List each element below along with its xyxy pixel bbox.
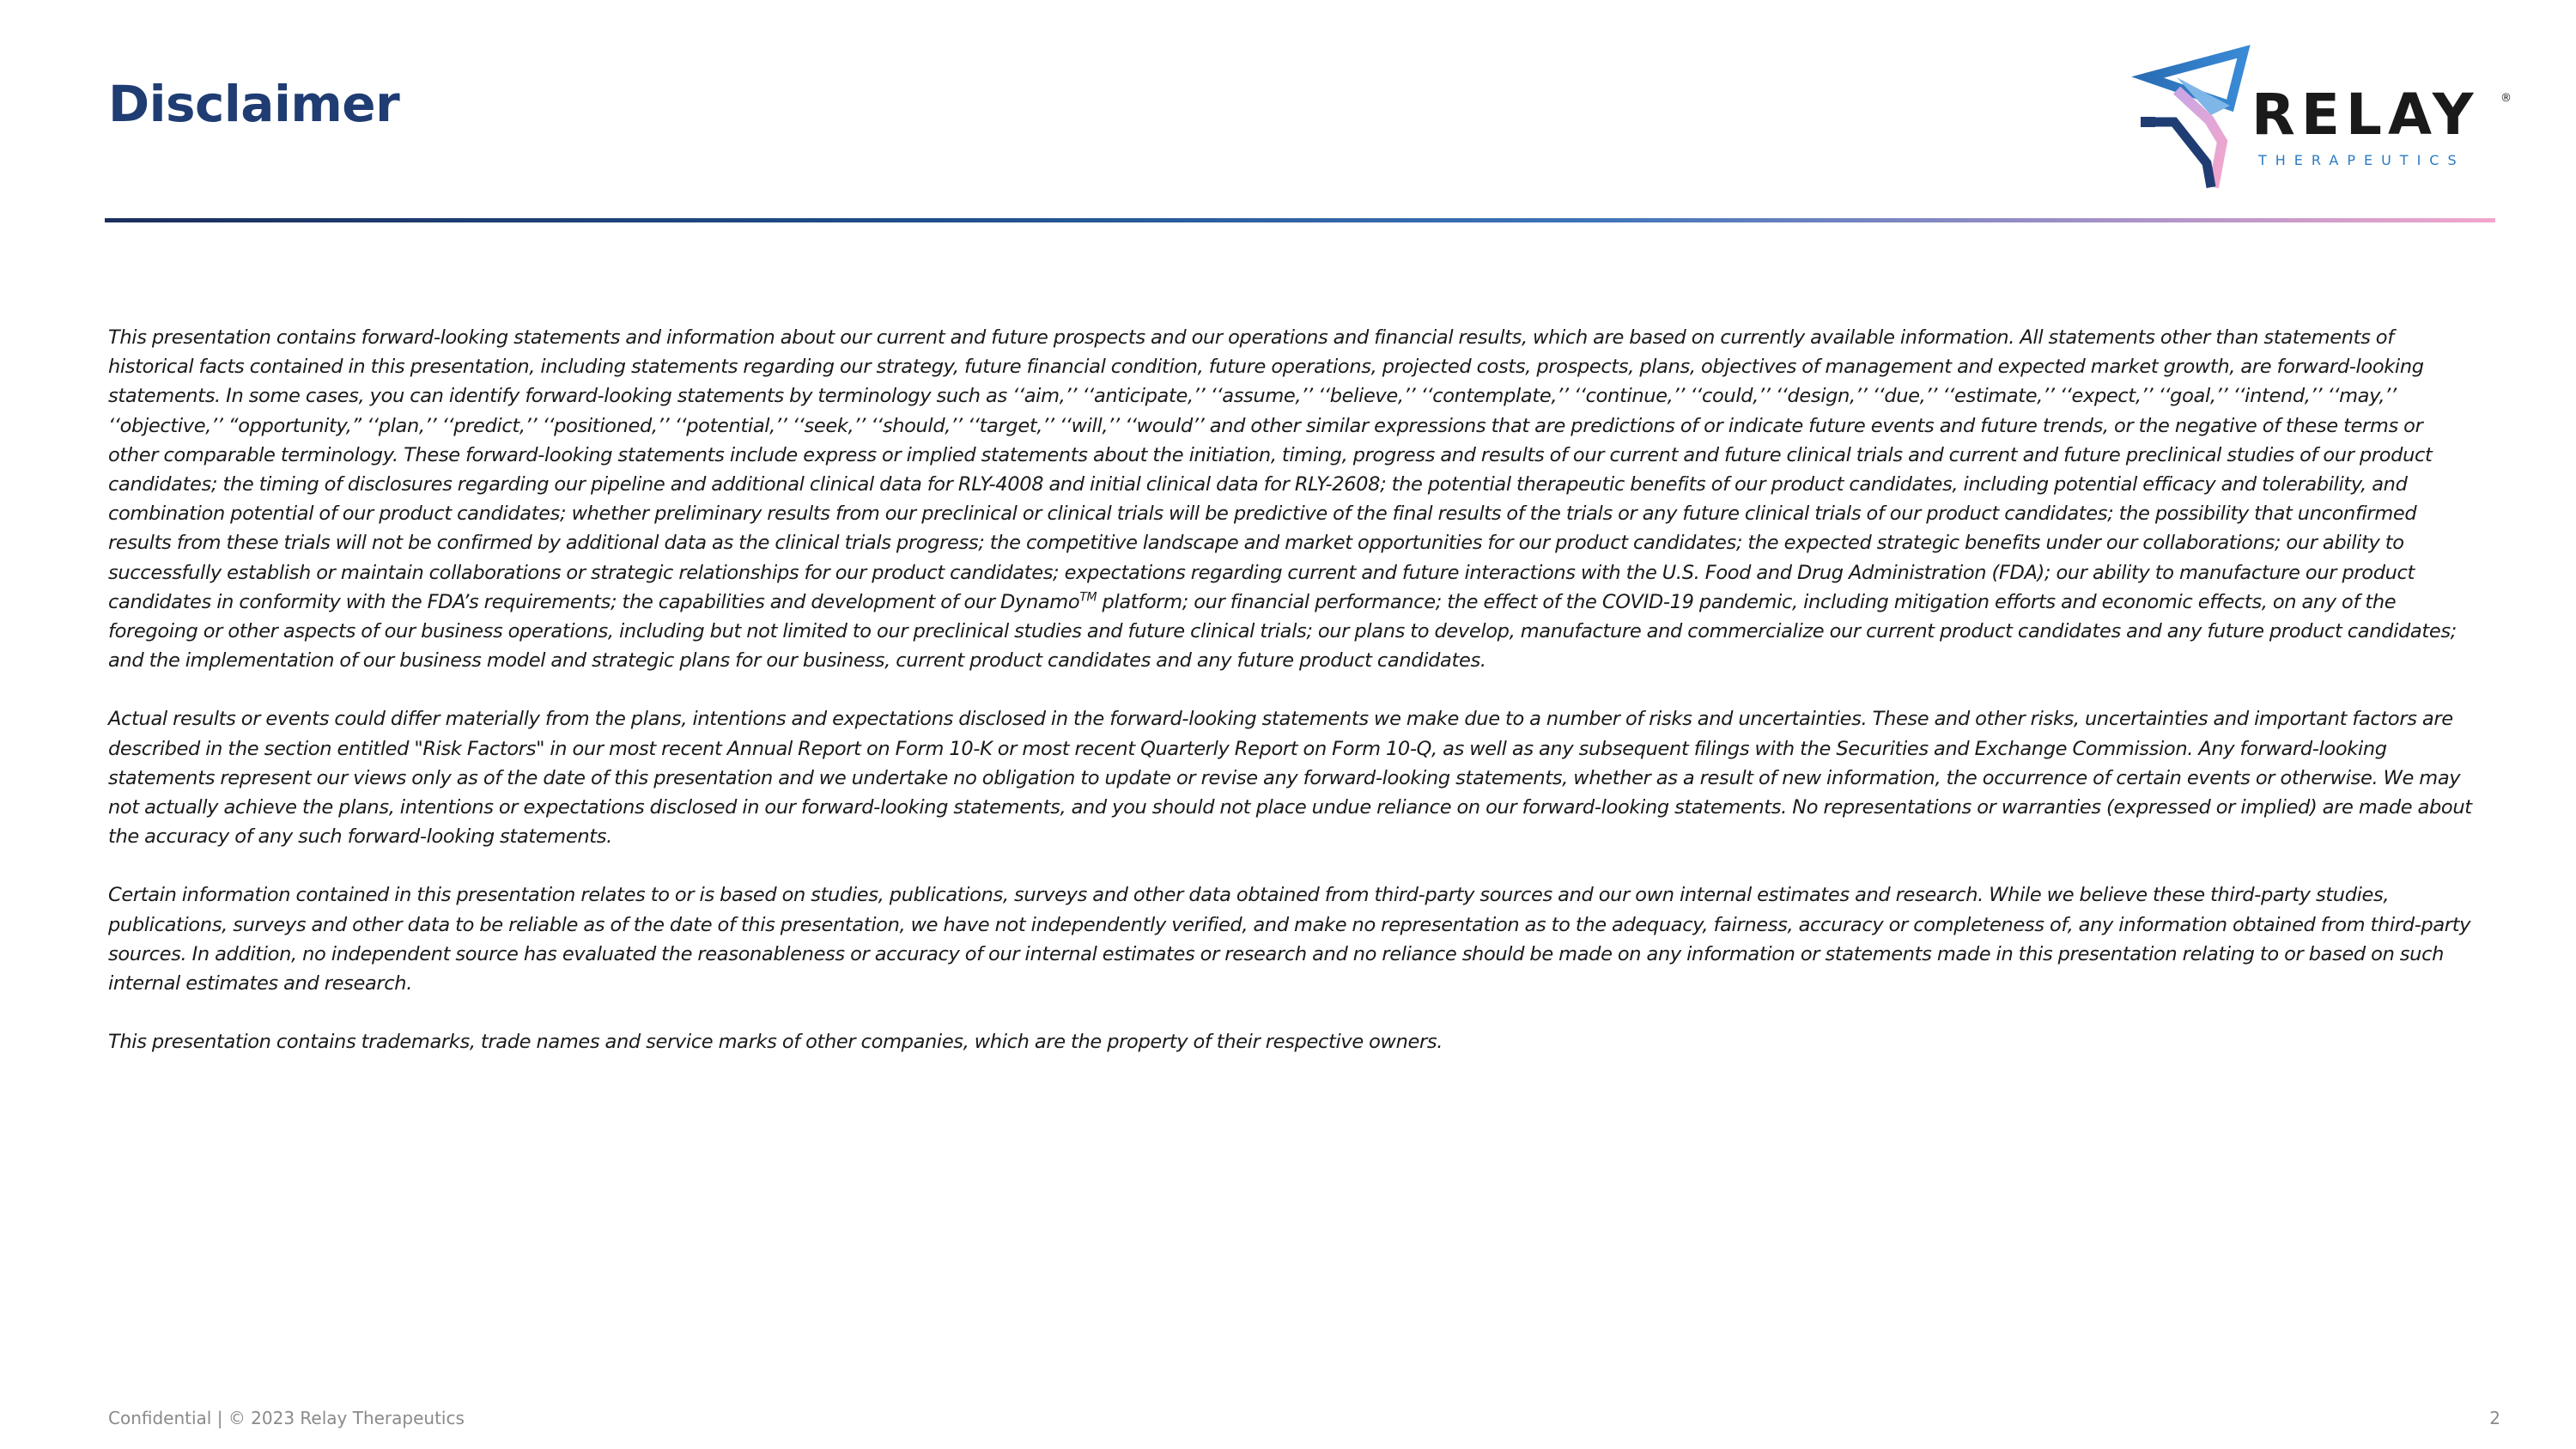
trademark-superscript: TM bbox=[1079, 590, 1097, 605]
page-title: Disclaimer bbox=[108, 75, 400, 133]
paragraph-trademarks: This presentation contains trademarks, trade names and service marks of other companies, which are the property of their respective owners. bbox=[108, 1031, 1443, 1054]
paragraph-actual-results: Actual results or events could differ materially from the plans, intentions and expectations disclosed in the forward-looking statements we make due to a number of risks and uncertainties. These and other risks, uncertainties and important factors are described in the section entitled "Risk Factors" in our most recent Annual Report on Form 10-K or most recent Quarterly Report on Form 10-Q, as well as any subsequent filings with the Securities and Exchange Commission. Any forward-looking statements represent our views only as of the date of this presentation and we undertake no obligation to update or revise any forward-looking statements, whether as a result of new information, the occurrence of certain events or otherwise. We may not actually achieve the plans, intentions or expectations disclosed in our forward-looking statements, and you should not place undue reliance on our forward-looking statements. No representations or warranties (expressed or implied) are made about the accuracy of any such forward-looking statements. bbox=[108, 708, 2472, 849]
disclaimer-body bbox=[108, 323, 2473, 1086]
relay-mark-icon bbox=[2141, 52, 2244, 187]
footer-confidential: Confidential | © 2023 Relay Therapeutics bbox=[108, 1408, 465, 1428]
paragraph-forward-looking bbox=[108, 323, 2473, 675]
logo-wordmark: RELAY bbox=[2251, 82, 2480, 148]
page-number: 2 bbox=[2489, 1408, 2500, 1428]
title-divider bbox=[105, 218, 2495, 222]
paragraph-forward-looking-text: This presentation contains forward-looking statements and information about our current and future prospects and our operations and financial results, which are based on currently available information. All statements other than statements of historical facts contained in this presentation, including statements regarding our strategy, future financial condition, future operations, projected costs, prospects, plans, objectives of management and expected market growth, are forward-looking statements. In some cases, you can identify forward-looking statements by terminology such as ‘‘aim,’’ ‘‘anticipate,’’ ‘‘assume,’’ ‘‘believe,’’ ‘‘contemplate,’’ ‘‘continue,’’ ‘‘could,’’ ‘‘design,’’ ‘‘due,’’ ‘‘estimate,’’ ‘‘expect,’’ ‘‘goal,’’ ‘‘intend,’’ ‘‘may,’’ ‘‘objective,’’ “opportunity,” ‘‘plan,’’ ‘‘predict,’’ ‘‘positioned,’’ ‘‘potential,’’ ‘‘seek,’’ ‘‘should,’’ ‘‘target,’’ ‘‘will,’’ ‘‘would’’ and other similar expressions that are predictions of or indicate future events and future trends, or the negative of these terms or other comparable terminology. These forward-looking statements include express or implied statements about the initiation, timing, progress and results of our current and future clinical trials and current and future preclinical studies of our product candidates; the timing of disclosures regarding our pipeline and additional clinical data for RLY-4008 and initial clinical data for RLY-2608; the potential therapeutic benefits of our product candidates, including potential efficacy and tolerability, and combination potential of our product candidates; whether preliminary results from our preclinical or clinical trials will be predictive of the final results of the trials or any future clinical trials of our product candidates; the possibility that unconfirmed results from these trials will not be confirmed by additional data as the clinical trials progress; the competitive landscape and market opportunities for our product candidates; the expected strategic benefits under our collaborations; our ability to successfully establish or maintain collaborations or strategic relationships for our product candidates; expectations regarding current and future interactions with the U.S. Food and Drug Administration (FDA); our ability to manufacture our product candidates in conformity with the FDA’s requirements; the capabilities and development of our Dynamo bbox=[108, 326, 2433, 613]
logo-registered-mark: ® bbox=[2500, 92, 2512, 105]
logo-subtitle: THERAPEUTICS bbox=[2258, 152, 2465, 168]
paragraph-forward-looking-text-continued: platform; our financial performance; the effect of the COVID-19 pandemic, including mitigation efforts and economic effects, on any of the foregoing or other aspects of our business operations, including but not limited to our preclinical studies and future clinical trials; our plans to develop, manufacture and commercialize our current product candidates and any future product candidates; and the implementation of our business model and strategic plans for our business, current product candidates and any future product candidates. bbox=[108, 590, 2457, 673]
relay-therapeutics-logo bbox=[2129, 43, 2516, 198]
paragraph-third-party: Certain information contained in this presentation relates to or is based on studies, publications, surveys and other data obtained from third-party sources and our own internal estimates and research. While we believe these third-party studies, publications, surveys and other data to be reliable as of the date of this presentation, we have not independently verified, and make no representation as to the adequacy, fairness, accuracy or completeness of, any information obtained from third-party sources. In addition, no independent source has evaluated the reasonableness or accuracy of our internal estimates or research and no reliance should be made on any information or statements made in this presentation relating to or based on such internal estimates and research. bbox=[108, 884, 2471, 995]
